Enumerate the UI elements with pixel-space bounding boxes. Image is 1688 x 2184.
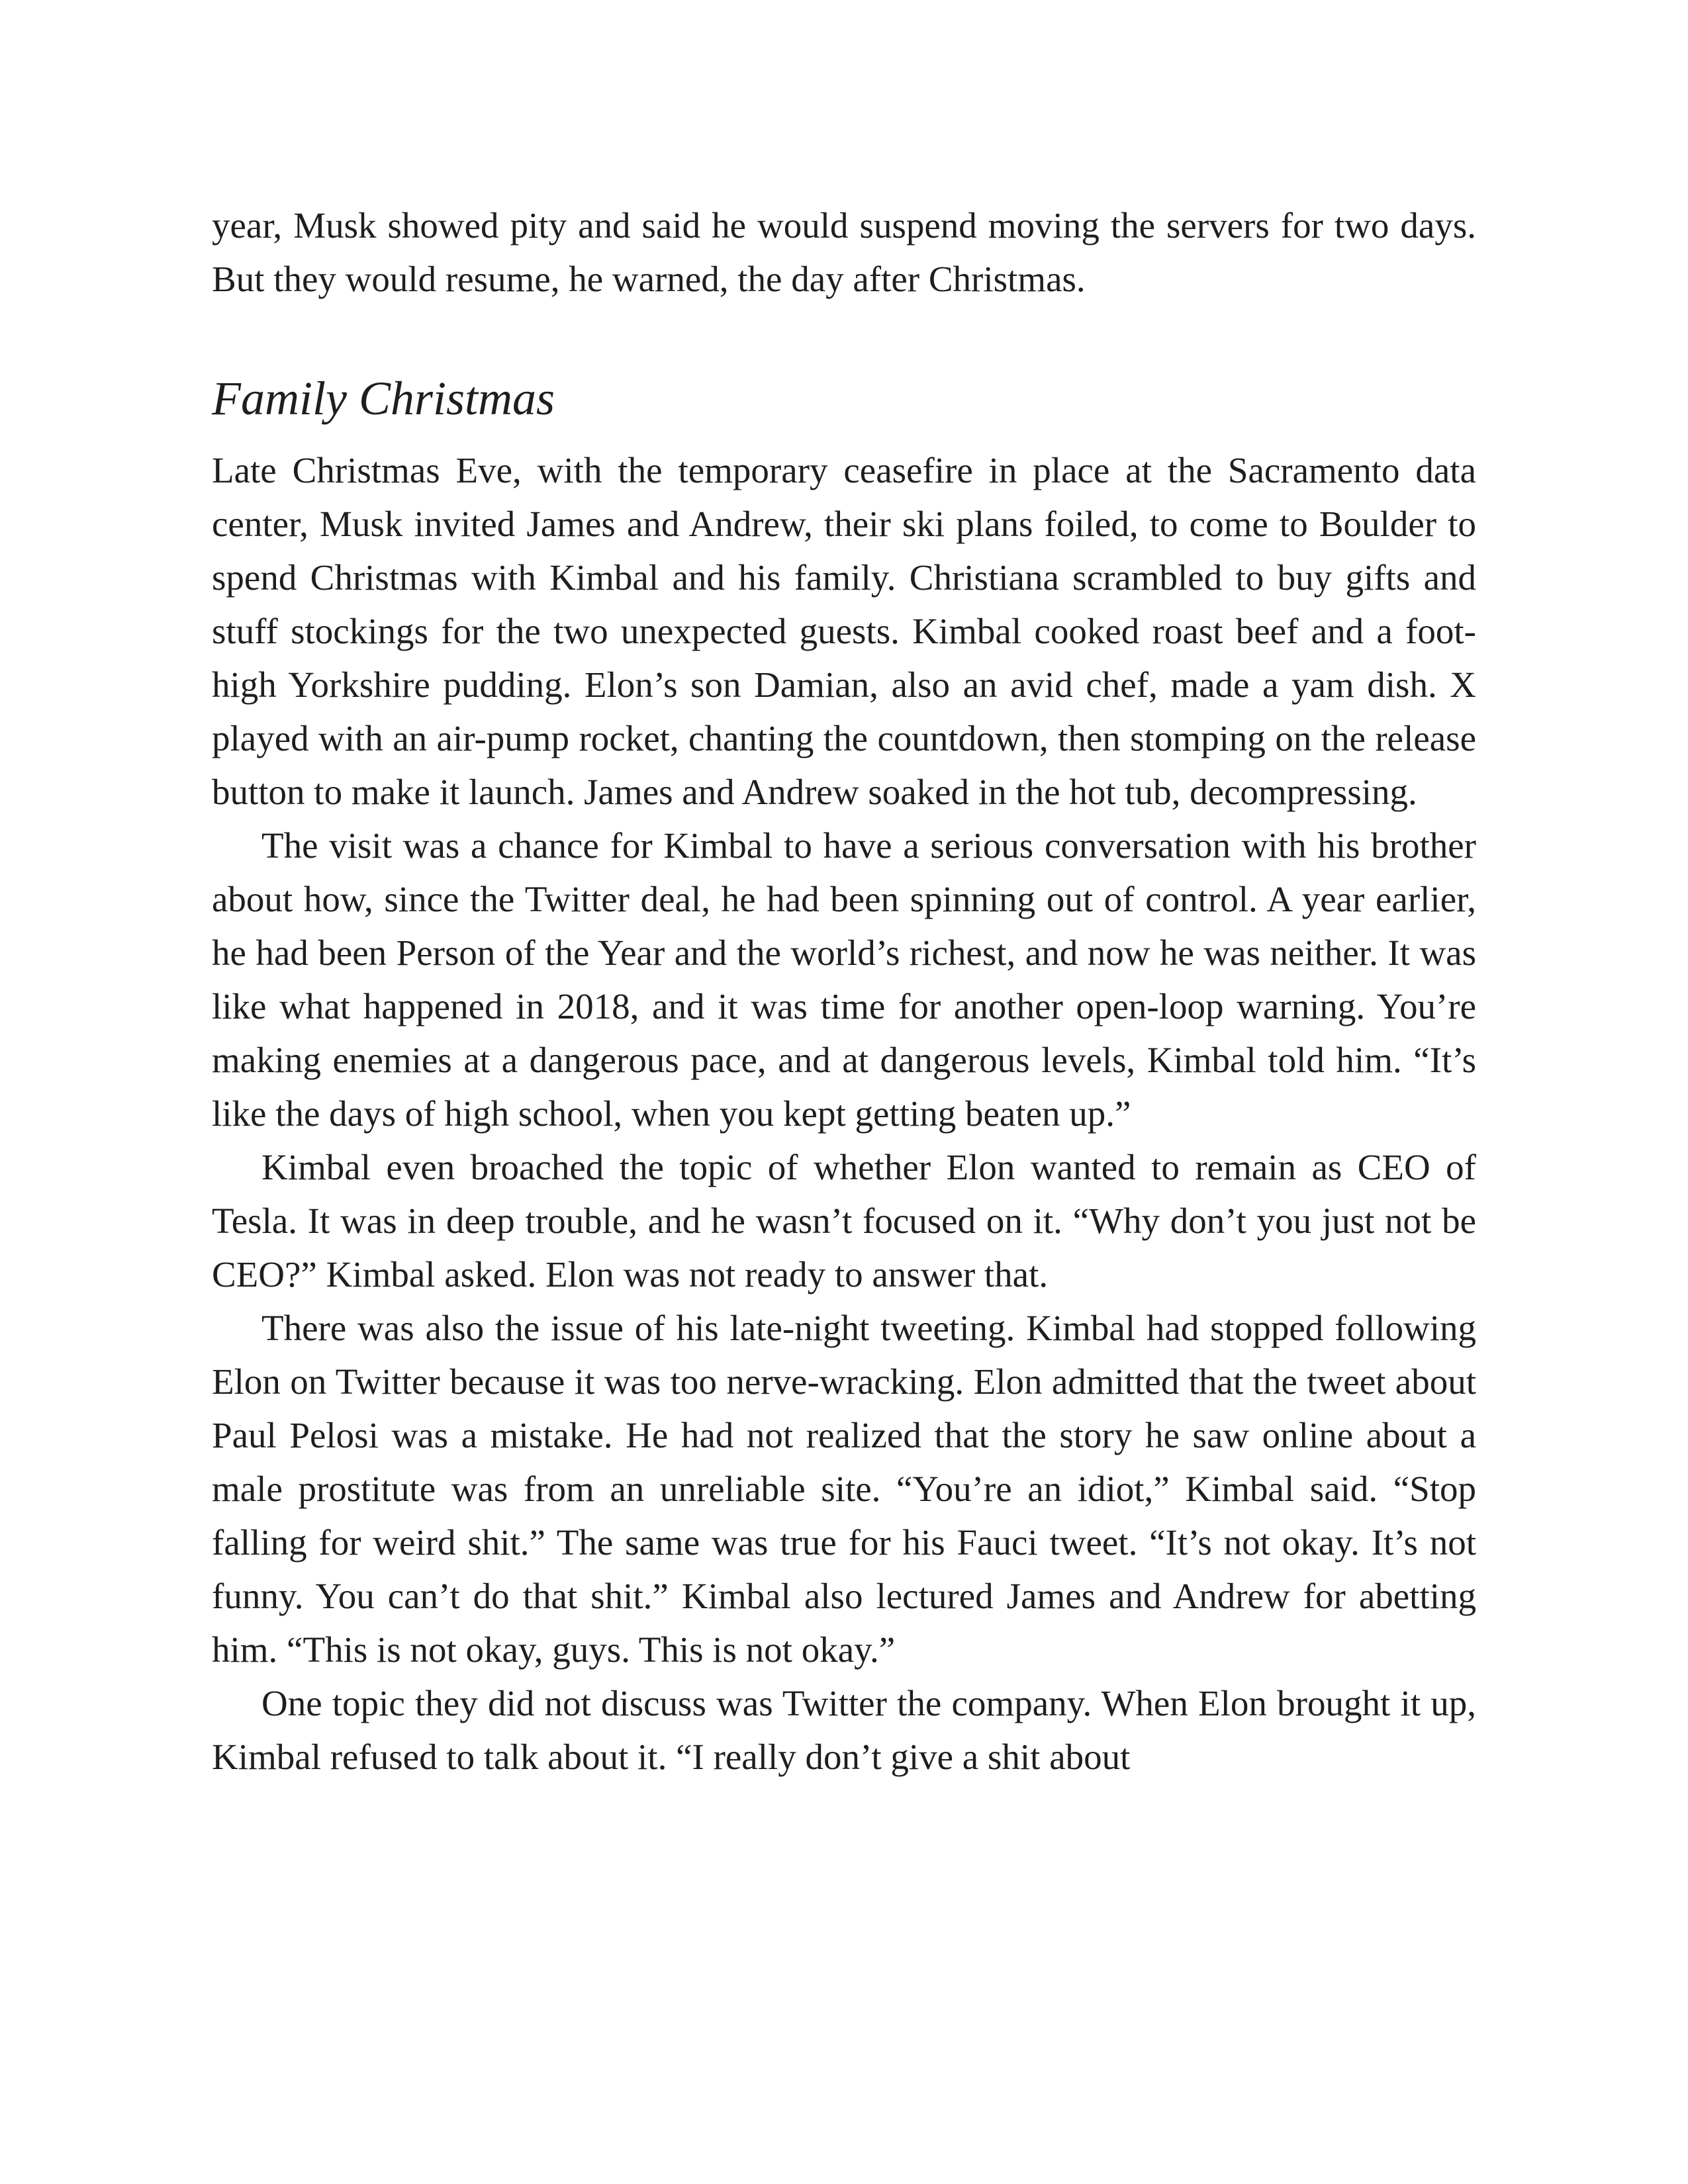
paragraph: The visit was a chance for Kimbal to have a serious conversation with his brother about how, since the Twitter deal, he had been spinning out of control. A year earlier, he had been Person of the Year and the world’s richest, and now he was neither. It was like what happened in 2018, and it was time for another open-loop warning. You’re making enemies at a dangerous pace, and at dangerous levels, Kimbal told him. “It’s like the days of high school, when you kept getting beaten up.” bbox=[212, 825, 1476, 1134]
paragraph: There was also the issue of his late-night tweeting. Kimbal had stopped following Elon on Twitter because it was too nerve-wracking. Elon admitted that the tweet about Paul Pelosi was a mistake. He had not realized that the story he saw online about a male prostitute was from an unreliable site. “You’re an idiot,” Kimbal said. “Stop falling for weird shit.” The same was true for his Fauci tweet. “It’s not okay. It’s not funny. You can’t do that shit.” Kimbal also lectured James and Andrew for abetting him. “This is not okay, guys. This is not okay.” bbox=[212, 1308, 1476, 1670]
paragraph: One topic they did not discuss was Twitter the company. When Elon brought it up, Kimbal refused to talk about it. “I really don’t give a shit about bbox=[212, 1683, 1476, 1777]
section-heading: Family Christmas bbox=[212, 372, 555, 425]
page-body bbox=[212, 199, 1476, 1784]
paragraph: Kimbal even broached the topic of whether Elon wanted to remain as CEO of Tesla. It was in deep trouble, and he wasn’t focused on it. “Why don’t you just not be CEO?” Kimbal asked. Elon was not ready to answer that. bbox=[212, 1147, 1476, 1295]
paragraph: Late Christmas Eve, with the temporary ceasefire in place at the Sacramento data center, Musk invited James and Andrew, their ski plans foiled, to come to Boulder to spend Christmas with Kimbal and his family. Christiana scrambled to buy gifts and stuff stockings for the two unexpected guests. Kimbal cooked roast beef and a foot-high Yorkshire pudding. Elon’s son Damian, also an avid chef, made a yam dish. X played with an air-pump rocket, chanting the countdown, then stomping on the release button to make it launch. James and Andrew soaked in the hot tub, decompressing. bbox=[212, 450, 1476, 812]
paragraph-continued: year, Musk showed pity and said he would suspend moving the servers for two days. But they would resume, he warned, the day after Christmas. bbox=[212, 205, 1476, 299]
